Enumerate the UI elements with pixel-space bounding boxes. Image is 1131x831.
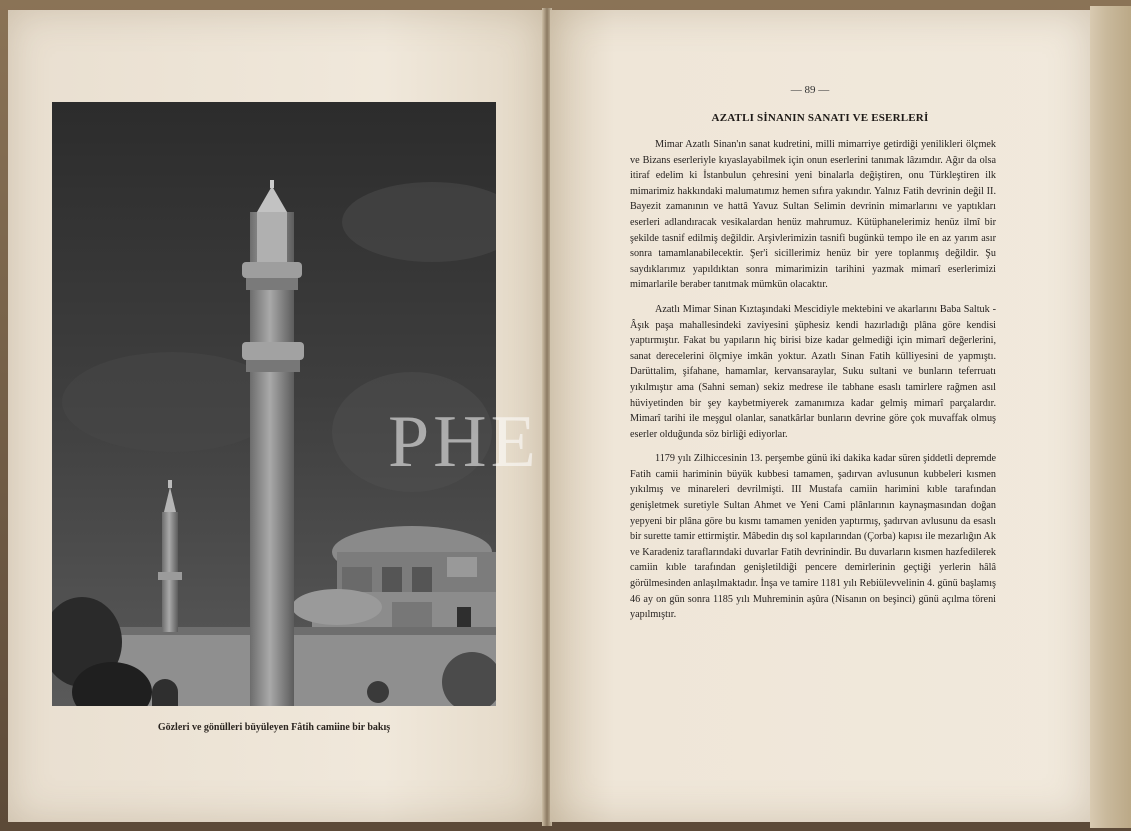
chapter-title: AZATLI SİNANIN SANATI VE ESERLERİ xyxy=(711,112,929,124)
mosque-photo xyxy=(52,102,496,706)
body-text xyxy=(630,137,996,632)
mosque-illustration xyxy=(52,102,496,706)
paragraph: Mimar Azatlı Sinan'ın sanat kudretini, milli mimarriye getirdiği yenilikleri ölçmek ve Bizans eserleriyle kıyaslayabilmek için onun eserlerini tanımak lâzımdır. Ağır da olsa itiraf edelim ki İstanbulun çehresini yeni binalarla değiştiren, onu Türkleştiren ilk mimarimiz hakkındaki malumatımız hemen sıfıra yakındır. Yalnız Fatih devrinin değil II. Bayezit zamanının ve hattâ Yavuz Sultan Selimin devrinin mimarlarını ve yaptıkları eserleri adlandıracak vesikalardan henüz mahrumuz. Kütüphanelerimiz henüz ilmî bir şekilde tasnif edilmiş değildir. Arşivlerimizin tasnifi bugünkü tempo ile en az yarım asır sonra tamamlanabilecektir. Şer'i sicillerimiz henüz bir yere toplanmış değildir. Şu saydıklarımız yapıldıktan sonra mimarimizin tarihini yazmak mimarî eserlerimizi mimarlarile beraber tanıtmak mümkün olacaktır. xyxy=(630,139,996,291)
watermark: PHE xyxy=(388,401,540,483)
paragraph: Azatlı Mimar Sinan Kıztaşındaki Mescidiyle mektebini ve akarlarını Baba Saltuk - Âşık paşa mahallesindeki zaviyesini şüphesiz kendi hazırladığı plâna göre kendisi yaptırmıştır. Fakat bu yapıların hiç birisi bize kadar gelmediği için mimarî değerlerini, sanat derecelerini ölçmiye imkân yoktur. Azatlı Sinan Fatih külliyesini de yapmıştı. Darüttalim, şifahane, hamamlar, kervansaraylar, Suku sultani ve bunların teferruatı yıkılmıştır ama (Sahni seman) sekiz medrese ile tabhane esaslı tamirlere rağmen asıl hüviyetinden bir şey kaybetmiyerek zamanımıza kadar gelmiş mimarî parçalardır. Mimarî tarihi ile meşgul olanlar, sanatkârlar bunların devrine göre çok muvaffak olmuş eserler olduğunda söz birliği ediyorlar. xyxy=(630,303,996,440)
paragraph: 1179 yılı Zilhiccesinin 13. perşembe günü iki dakika kadar süren şiddetli depremde Fatih camii hariminin büyük kubbesi tamamen, şadırvan avlusunun kubbeleri kısmen yıkılmış ve minareleri devrilmişti. III Mustafa camiin harimini kıble tarafından genişletmek suretiyle Sultan Ahmet ve Yeni Cami plânlarının kaynaşmasından doğan yepyeni bir plâna göre bu kısmı tamamen yeniden yaptırmış, şadırvan avlusunu da esaslı bir surette tamir ettirmiştir. Mâbedin dış sol kapılarından (Çorba) kapısı ile mezarlığın Ak ve Karadeniz taraflarındaki duvarlar Fatih devrinindir. Bu duvarların kısmen hazfedilerek camiin kıble tarafından genişletildiği pencere demirlerinin geçtiği yerlerin hâlâ görülmesinden anlaşılmaktadır. İnşa ve tamire 1181 yılı Rebiülevvelinin 4. günü başlamış 46 ay on gün sonra 1185 yılı Muhreminin aşûra (Nisanın on beşinci) günü açılma töreni yapılmıştır. xyxy=(630,453,996,621)
page-edges xyxy=(1090,6,1131,828)
page-number: — 89 — xyxy=(790,84,830,96)
photo-caption: Gözleri ve gönülleri büyüleyen Fâtih camiine bir bakış xyxy=(157,722,391,733)
